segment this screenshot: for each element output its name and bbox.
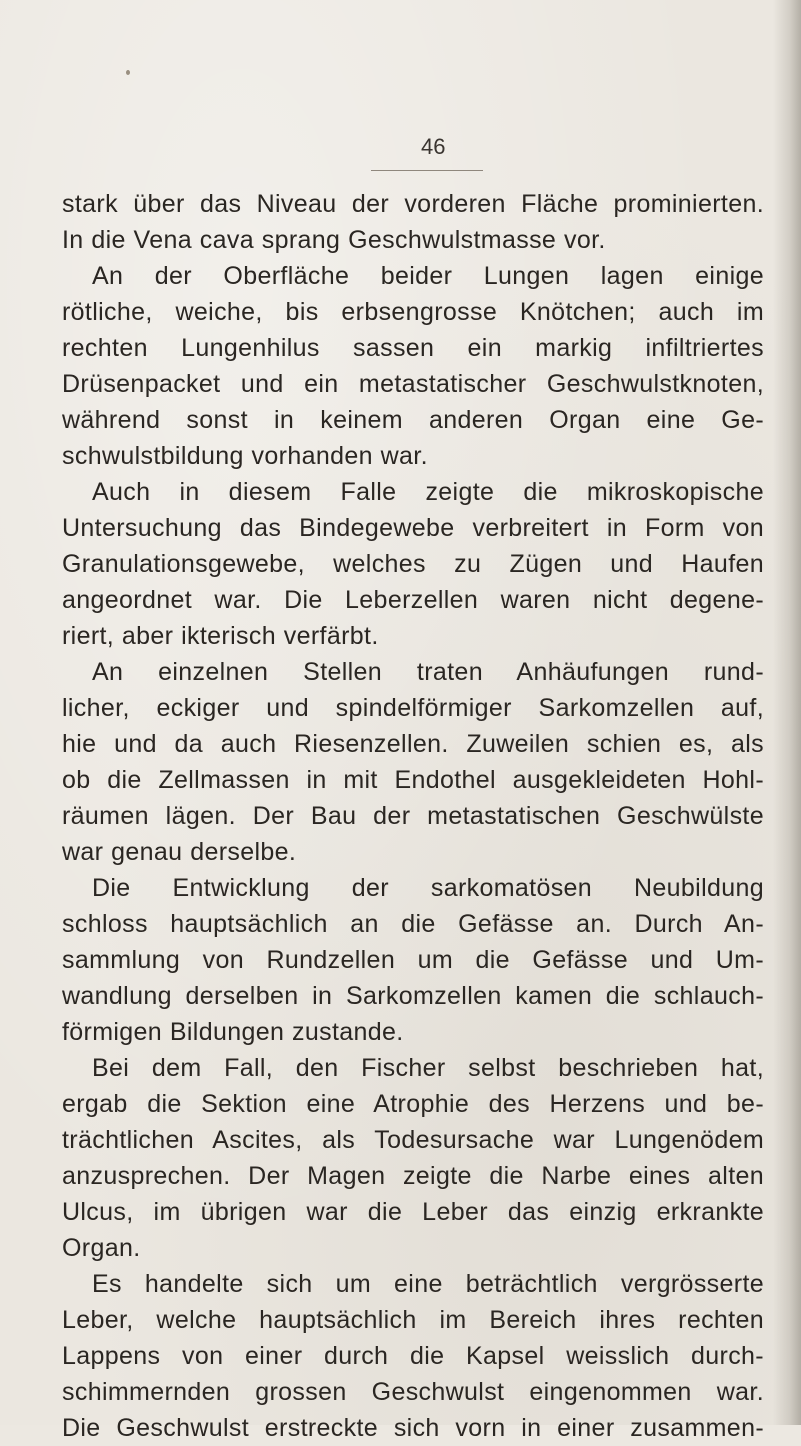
text-line: sammlung von Rundzellen um die Gefässe und Um-: [62, 946, 764, 974]
text-line: Granulationsgewebe, welches zu Zügen und Haufen: [62, 550, 764, 578]
text-line: Es handelte sich um eine beträchtlich vergrösserte: [92, 1270, 764, 1298]
text-line: Drüsenpacket und ein metastatischer Geschwulstknoten,: [62, 370, 764, 398]
page-number: 46: [421, 134, 446, 159]
text-line: An der Oberfläche beider Lungen lagen einige: [92, 262, 764, 290]
text-line: förmigen Bildungen zustande.: [62, 1018, 404, 1046]
text-line: Auch in diesem Falle zeigte die mikroskopische: [92, 478, 764, 506]
text-line: licher, eckiger und spindelförmiger Sarkomzellen auf,: [62, 694, 764, 722]
page-number-rule: [371, 170, 483, 171]
text-line: Untersuchung das Bindegewebe verbreitert in Form von: [62, 514, 764, 542]
text-line: An einzelnen Stellen traten Anhäufungen rund-: [92, 658, 764, 686]
text-line: rötliche, weiche, bis erbsengrosse Knötchen; auch im: [62, 298, 764, 326]
text-line: hie und da auch Riesenzellen. Zuweilen schien es, als: [62, 730, 764, 758]
text-line: Ulcus, im übrigen war die Leber das einzig erkrankte: [62, 1198, 764, 1226]
text-line: räumen lägen. Der Bau der metastatischen Geschwülste: [62, 802, 764, 830]
text-line: war genau derselbe.: [62, 838, 297, 866]
text-line: In die Vena cava sprang Geschwulstmasse vor.: [62, 226, 606, 254]
text-line: anzusprechen. Der Magen zeigte die Narbe eines alten: [62, 1162, 764, 1190]
ink-speck: [126, 70, 130, 75]
text-line: schloss hauptsächlich an die Gefässe an. Durch An-: [62, 910, 764, 938]
text-line: rechten Lungenhilus sassen ein markig infiltriertes: [62, 334, 764, 362]
text-line: Lappens von einer durch die Kapsel weisslich durch-: [62, 1342, 764, 1370]
text-line: ob die Zellmassen in mit Endothel ausgekleideten Hohl-: [62, 766, 764, 794]
text-line: stark über das Niveau der vorderen Fläche prominierten.: [62, 190, 764, 218]
text-line: ergab die Sektion eine Atrophie des Herzens und be-: [62, 1090, 764, 1118]
page-edge-shadow: [773, 0, 801, 1425]
text-line: riert, aber ikterisch verfärbt.: [62, 622, 379, 650]
text-line: schimmernden grossen Geschwulst eingenommen war.: [62, 1378, 764, 1406]
text-line: schwulstbildung vorhanden war.: [62, 442, 428, 470]
text-line: Leber, welche hauptsächlich im Bereich ihres rechten: [62, 1306, 764, 1334]
text-line: angeordnet war. Die Leberzellen waren nicht degene-: [62, 586, 764, 614]
text-line: Die Geschwulst erstreckte sich vorn in einer zusammen-: [62, 1414, 764, 1442]
text-line: Bei dem Fall, den Fischer selbst beschrieben hat,: [92, 1054, 764, 1082]
text-line: wandlung derselben in Sarkomzellen kamen die schlauch-: [62, 982, 764, 1010]
body-text: [62, 186, 764, 1446]
text-line: während sonst in keinem anderen Organ eine Ge-: [62, 406, 764, 434]
text-line: Organ.: [62, 1234, 141, 1262]
text-line: trächtlichen Ascites, als Todesursache war Lungenödem: [62, 1126, 764, 1154]
text-line: Die Entwicklung der sarkomatösen Neubildung: [92, 874, 764, 902]
